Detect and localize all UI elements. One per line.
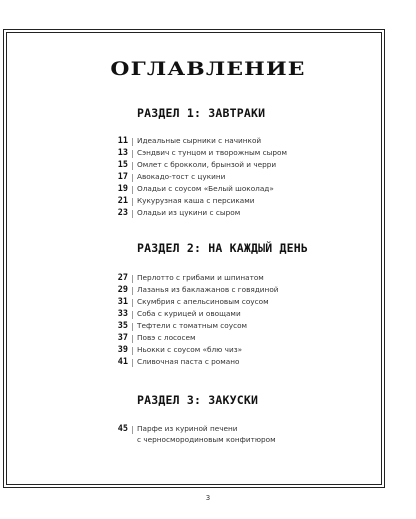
entry-page-number: 35 — [117, 321, 128, 331]
entry-separator: | — [131, 173, 134, 182]
entry-page-number: 37 — [117, 333, 128, 343]
entry-page-number: 41 — [117, 357, 128, 367]
entry-title: Повэ с лососем — [137, 333, 196, 342]
page-frame-inner — [6, 32, 382, 485]
entry-separator: | — [131, 137, 134, 146]
entry-title: Парфе из куриной печени — [137, 424, 238, 433]
entry-page-number: 13 — [117, 148, 128, 158]
entry-title: Ньокки с соусом «блю чиз» — [137, 345, 243, 354]
entry-title: Оладьи из цукини с сыром — [137, 208, 241, 217]
entry-separator: | — [131, 358, 134, 367]
entry-separator: | — [131, 197, 134, 206]
entry-separator: | — [131, 161, 134, 170]
entry-title: Сэндвич с тунцом и творожным сыром — [137, 148, 287, 157]
toc-title: ОГЛАВЛЕНИЕ — [110, 58, 306, 80]
entry-title-block — [137, 424, 276, 445]
page-number: 3 — [205, 494, 211, 502]
entry-separator: | — [131, 346, 134, 355]
toc-entry[interactable] — [100, 357, 239, 370]
entry-page-number: 45 — [117, 424, 128, 434]
entry-page-number: 27 — [117, 273, 128, 283]
entry-separator: | — [131, 286, 134, 295]
entry-separator: | — [131, 149, 134, 158]
entry-separator: | — [131, 274, 134, 283]
entry-page-number: 11 — [117, 136, 128, 146]
entry-title-continued: с черносмородиновым конфитюром — [137, 434, 276, 444]
section-3-title: РАЗДЕЛ 3: ЗАКУСКИ — [137, 393, 259, 407]
entry-title: Омлет с брокколи, брынзой и черри — [137, 160, 277, 169]
entry-separator: | — [131, 185, 134, 194]
entry-separator: | — [131, 322, 134, 331]
toc-entry[interactable] — [100, 208, 240, 221]
entry-page-number: 39 — [117, 345, 128, 355]
section-1-title: РАЗДЕЛ 1: ЗАВТРАКИ — [137, 106, 266, 120]
entry-title: Сливочная паста с романо — [137, 357, 240, 366]
entry-title: Кукурузная каша с персиками — [137, 196, 255, 205]
entry-title: Лазанья из баклажанов с говядиной — [137, 285, 279, 294]
entry-title: Скумбрия с апельсиновым соусом — [137, 297, 269, 306]
entry-title: Идеальные сырники с начинкой — [137, 136, 262, 145]
entry-title: Авокадо-тост с цукини — [137, 172, 226, 181]
entry-separator: | — [131, 310, 134, 319]
entry-separator: | — [131, 298, 134, 307]
entry-separator: | — [131, 209, 134, 218]
entry-separator: | — [131, 334, 134, 343]
toc-entry[interactable] — [100, 424, 276, 448]
entry-title: Тефтели с томатным соусом — [137, 321, 248, 330]
entry-page-number: 19 — [117, 184, 128, 194]
entry-page-number: 31 — [117, 297, 128, 307]
section-2-title: РАЗДЕЛ 2: НА КАЖДЫЙ ДЕНЬ — [137, 241, 308, 255]
entry-page-number: 15 — [117, 160, 128, 170]
entry-page-number: 23 — [117, 208, 128, 218]
entry-page-number: 29 — [117, 285, 128, 295]
entry-title: Перлотто с грибами и шпинатом — [137, 273, 264, 282]
entry-title: Соба с курицей и овощами — [137, 309, 241, 318]
entry-title: Оладьи с соусом «Белый шоколад» — [137, 184, 274, 193]
entry-page-number: 33 — [117, 309, 128, 319]
entry-page-number: 17 — [117, 172, 128, 182]
entry-separator: | — [131, 425, 134, 434]
entry-page-number: 21 — [117, 196, 128, 206]
